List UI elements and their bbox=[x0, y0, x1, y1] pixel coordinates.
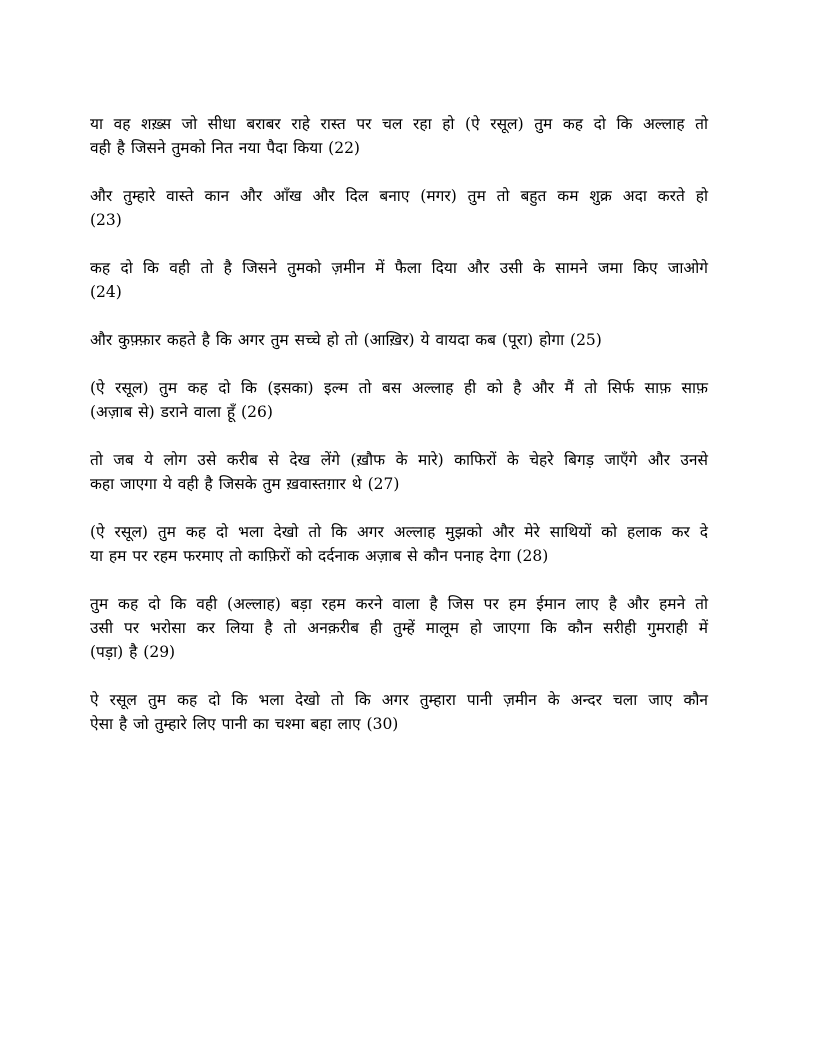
verse-paragraph-28 bbox=[90, 520, 708, 568]
text-line: (पड़ा) है (29) bbox=[90, 643, 176, 661]
text-line: तो जब ये लोग उसे करीब से देख लेंगे (ख़ौफ के मारे) काफिरों के चेहरे बिगड़ जाएँगे और उनसे bbox=[90, 451, 708, 469]
text-line: (ऐ रसूल) तुम कह दो भला देखो तो कि अगर अल्लाह मुझको और मेरे साथियों को हलाक कर दे bbox=[90, 523, 708, 541]
text-line: (23) bbox=[90, 211, 122, 229]
text-line: और कुफ़्फ़ार कहते है कि अगर तुम सच्चे हो तो (आख़िर) ये वायदा कब (पूरा) होगा (25) bbox=[90, 331, 602, 349]
text-line: ऐ रसूल तुम कह दो कि भला देखो तो कि अगर तुम्हारा पानी ज़मीन के अन्दर चला जाए कौन bbox=[90, 691, 708, 709]
verse-paragraph-27 bbox=[90, 448, 708, 496]
verse-paragraph-30 bbox=[90, 688, 708, 736]
text-line: और तुम्हारे वास्ते कान और आँख और दिल बनाए (मगर) तुम तो बहुत कम शुक्र अदा करते हो bbox=[90, 187, 708, 205]
verse-paragraph-25 bbox=[90, 328, 708, 352]
text-line: वही है जिसने तुमको नित नया पैदा किया (22) bbox=[90, 139, 360, 157]
text-line: या हम पर रहम फरमाए तो काफ़िरों को दर्दनाक अज़ाब से कौन पनाह देगा (28) bbox=[90, 547, 549, 565]
verse-paragraph-26 bbox=[90, 376, 708, 424]
verse-paragraph-24 bbox=[90, 256, 708, 304]
text-line: या वह शख़्स जो सीधा बराबर राहे रास्त पर चल रहा हो (ऐ रसूल) तुम कह दो कि अल्लाह तो bbox=[90, 115, 708, 133]
verse-paragraph-22 bbox=[90, 112, 708, 160]
text-line: तुम कह दो कि वही (अल्लाह) बड़ा रहम करने वाला है जिस पर हम ईमान लाए है और हमने तो bbox=[90, 595, 708, 613]
verse-paragraph-29 bbox=[90, 592, 708, 664]
text-line: उसी पर भरोसा कर लिया है तो अनक़रीब ही तुम्हें मालूम हो जाएगा कि कौन सरीही गुमराही में bbox=[90, 619, 708, 637]
text-line: कहा जाएगा ये वही है जिसके तुम ख़वास्तग़ार थे (27) bbox=[90, 475, 400, 493]
text-line: (अज़ाब से) डराने वाला हूँ (26) bbox=[90, 403, 273, 421]
text-line: (ऐ रसूल) तुम कह दो कि (इसका) इल्म तो बस अल्लाह ही को है और मैं तो सिर्फ साफ़ साफ़ bbox=[90, 379, 708, 397]
text-line: ऐसा है जो तुम्हारे लिए पानी का चश्मा बहा लाए (30) bbox=[90, 715, 399, 733]
verse-paragraph-23 bbox=[90, 184, 708, 232]
text-line: कह दो कि वही तो है जिसने तुमको ज़मीन में फैला दिया और उसी के सामने जमा किए जाओगे bbox=[90, 259, 708, 277]
text-content bbox=[90, 112, 708, 760]
text-line: (24) bbox=[90, 283, 122, 301]
